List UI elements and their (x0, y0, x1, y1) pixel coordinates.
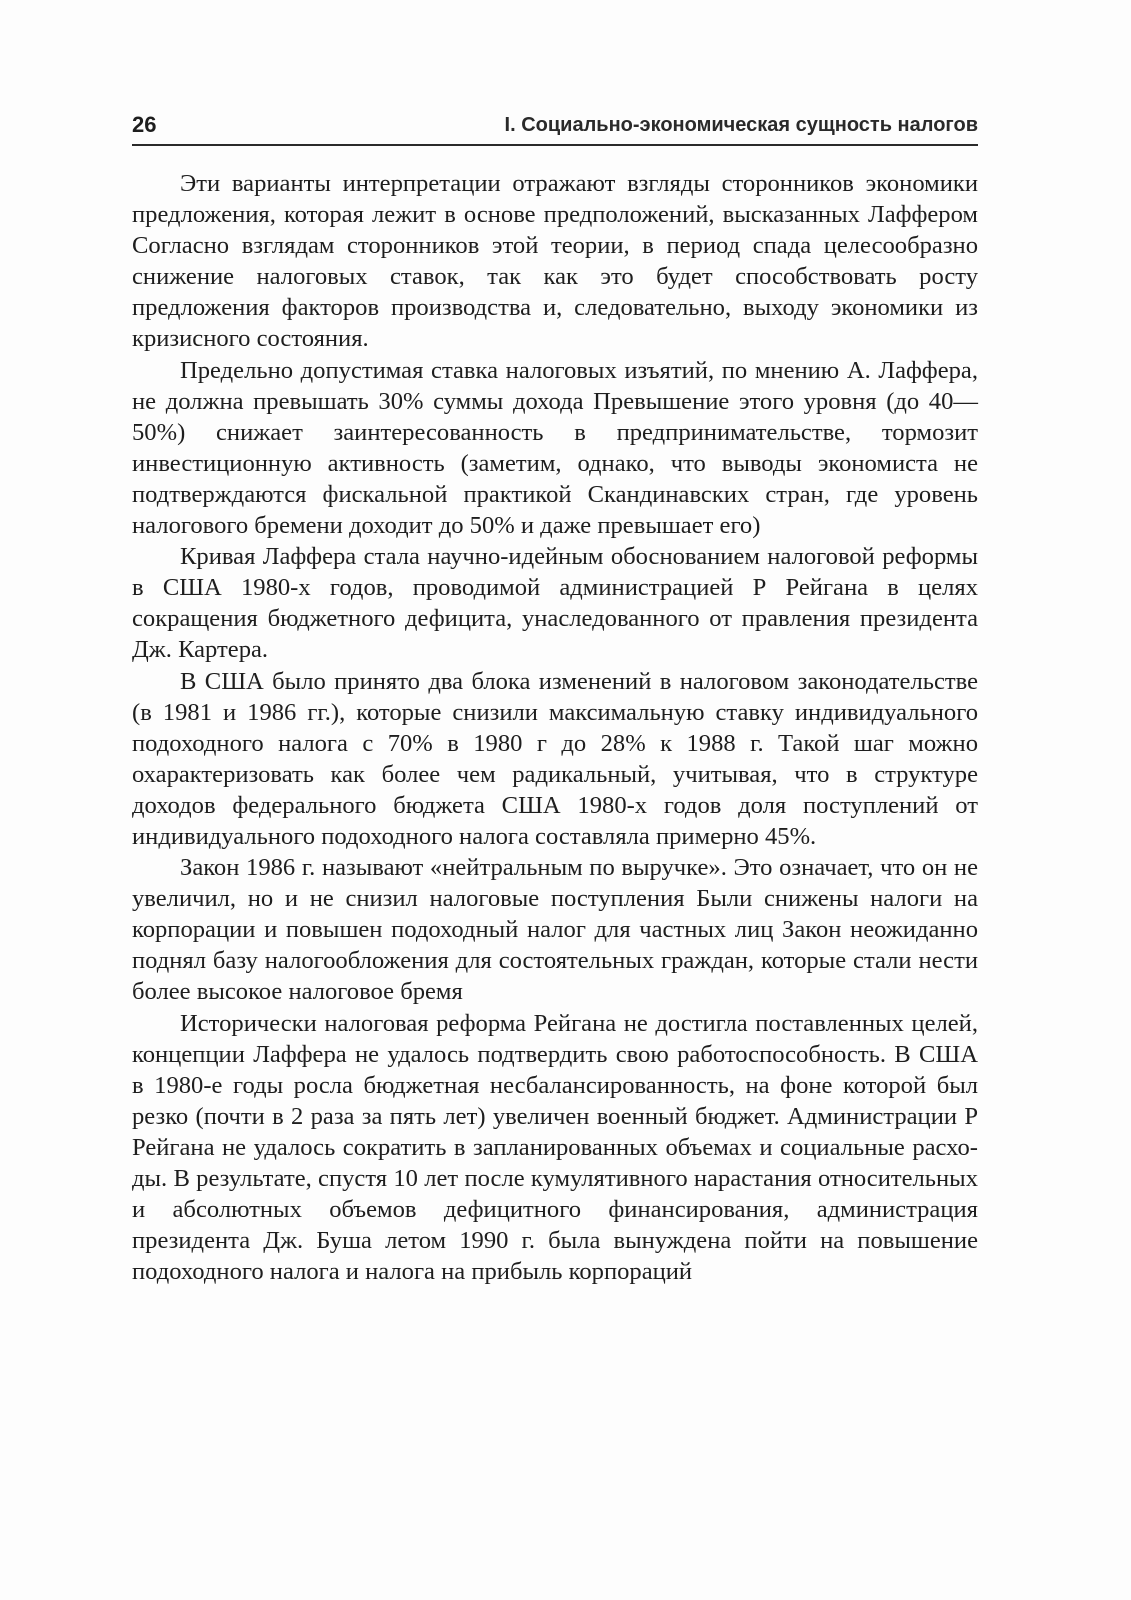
body-text (132, 168, 978, 1287)
paragraph-reagan-reform: Кривая Лаффера стала научно-идейным обоснованием налоговой реформы в США 1980-х годов, проводимой администрацией Р Рейгана в целях сокращения бюджетного дефицита, унаследованного от правления президента Дж. Картера. (132, 543, 978, 664)
running-header (132, 110, 978, 146)
page-number: 26 (132, 112, 157, 137)
paragraph-1986-law: Закон 1986 г. называют «нейтральным по выручке». Это означает, что он не увеличил, но и не снизил налоговые поступления Были снижены налоги на корпорации и повышен подоходный налог для частных лиц Закон неожиданно поднял базу налогообложения для состоятельных граждан, которые стали нести более высокое налоговое бремя (132, 854, 978, 1006)
paragraph-reform-outcome: Исторически налоговая реформа Рейгана не достигла поставленных целей, концепции Лаффера не удалось подтвердить свою работоспособность. В США в 1980-е годы росла бюджетная несбалансированность, на фоне которой был резко (почти в 2 раза за пять лет) увеличен военный бюджет. Администрации Р Рейгана не удалось сократить в запланированных объемах и социальные расходы. В результате, спустя 10 лет после кумулятивного нарастания относительных и абсолютных объемов дефицитного финансирования, администрация президента Дж. Буша летом 1990 г. была вынуждена пойти на повышение подоходного налога и налога на прибыль корпораций (132, 1009, 978, 1286)
paragraph-max-tax-rate: Предельно допустимая ставка налоговых изъятий, по мнению А. Лаффера, не должна превышать 30% суммы дохода Превышение этого уровня (до 40—50%) снижает заинтересованность в предпринимательстве, тормозит инвестиционную активность (заметим, однако, что выводы экономиста не подтверждаются фискальной практикой Скандинавских стран, где уровень налогового бремени доходит до 50% и даже превышает его) (132, 356, 978, 540)
chapter-title: I. Социально-экономическая сущность налогов (504, 114, 978, 136)
paragraph-laffer-interpretation: Эти варианты интерпретации отражают взгляды сторонников экономики предложения, которая лежит в основе предположений, высказанных Лаффером Согласно взглядам сторонников этой теории, в период спада целесообразно снижение налоговых ставок, так как это будет способствовать росту предложения факторов производства и, следовательно, выходу экономики из кризисного состояния. (132, 170, 978, 353)
paragraph-us-legislation: В США было принято два блока изменений в налоговом законодательстве (в 1981 и 1986 гг.), которые снизили максимальную ставку индивидуального подоходного налога с 70% в 1980 г до 28% к 1988 г. Такой шаг можно охарактеризовать как более чем радикальный, учитывая, что в структуре доходов федерального бюджета США 1980-х годов доля поступлений от индивидуального подоходного налога составляла примерно 45%. (132, 667, 978, 850)
